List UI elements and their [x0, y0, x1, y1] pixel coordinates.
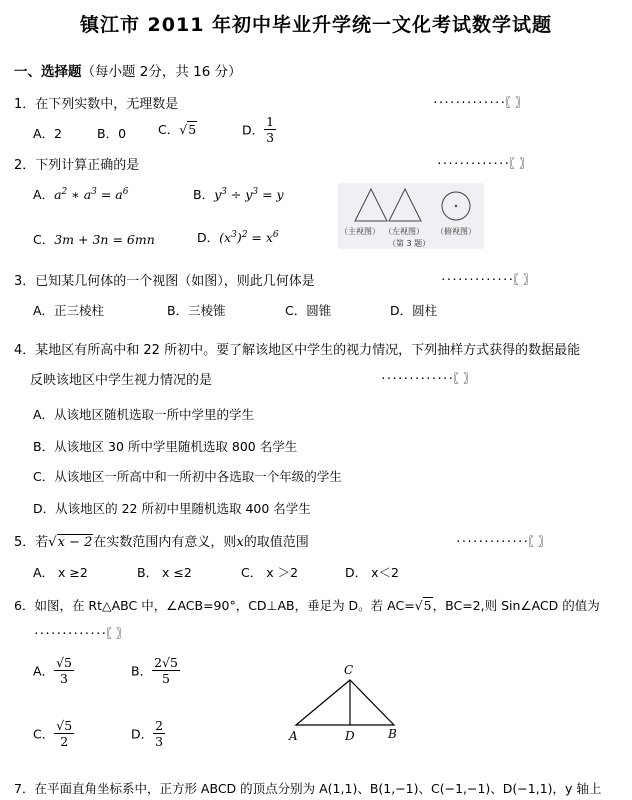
vertex-b-label: B [388, 727, 397, 741]
q6-stem: 6．如图，在 Rt△ABC 中，∠ACB=90°，CD⊥AB，垂足为 D。若 AC=√5，BC=2,则 Sin∠ACD 的值为 [14, 598, 600, 613]
q5-stem-var: x [236, 535, 244, 550]
q3-answer-blank: ·············〖 〗 [440, 273, 534, 286]
q6-option-a-den: 3 [60, 671, 68, 686]
q1-option-d [242, 114, 276, 145]
q6-option-c-num: √5 [56, 718, 73, 733]
q6-option-b-den: 5 [162, 671, 170, 686]
q5-option-c: C． x ＞2 [241, 565, 299, 580]
q5-answer-blank: ·············〖 〗 [455, 535, 549, 548]
triangle-abc [296, 680, 394, 725]
q5-stem-end: 的取值范围 [243, 535, 309, 550]
q2-answer-blank: ·············〖 〗 [436, 157, 530, 170]
q6-option-d-label: D． [131, 726, 154, 742]
q5-option-a: A． x ≥2 [33, 565, 88, 580]
q1-option-a: A．2 [33, 126, 63, 141]
section-label: 一、选择题 [14, 64, 82, 80]
vertex-c-label: C [344, 663, 354, 677]
section-note: （每小题 2分，共 16 分） [81, 64, 242, 80]
page-title: 镇江市 2011 年初中毕业升学统一文化考试数学试题 [79, 14, 553, 36]
q6-stem-post: ，BC=2,则 Sin∠ACD 的值为 [432, 598, 600, 613]
q4-answer-blank: ·············〖 〗 [380, 372, 474, 385]
front-view-triangle [355, 189, 387, 221]
q1-option-c-radicand: 5 [188, 122, 197, 137]
q4-stem: 4．某地区有所高中和 22 所初中。要了解该地区中学生的视力情况，下列抽样方式获得的数据最能 [14, 343, 581, 358]
q1-option-d-den: 3 [266, 130, 275, 145]
q6-option-a-label: A． [33, 663, 55, 679]
q3-option-c: C．圆锥 [285, 303, 332, 318]
q4-option-b: B．从该地区 30 所中学里随机选取 800 名学生 [33, 439, 298, 454]
q1-option-d-num: 1 [266, 114, 275, 129]
q2-option-d: D．$(x^3)^2 = x^6$ [197, 229, 279, 245]
q1-answer-blank: ·············〖 〗 [432, 96, 526, 109]
q3-option-a: A．正三棱柱 [33, 303, 105, 318]
q5-stem-pre: 5．若 [14, 535, 49, 550]
q6-option-b-num: 2√5 [154, 655, 178, 670]
q1-stem: 1．在下列实数中，无理数是 [14, 97, 179, 112]
q3-label-main: （主视图） [340, 227, 380, 236]
q4-option-a: A．从该地区随机选取一所中学里的学生 [33, 407, 255, 422]
q7-stem: 7．在平面直角坐标系中，正方形 ABCD 的顶点分别为 A(1,1)、B(1,−1)、C(−1,−1)、D(−1,1)，y 轴上 [14, 781, 602, 796]
q6-option-d-den: 3 [155, 734, 164, 749]
q5-stem-post: 在实数范围内有意义，则 [93, 535, 237, 550]
q3-caption: （第 3 题） [388, 239, 431, 248]
q6-option-a [33, 655, 74, 686]
q1-option-b: B．0 [97, 126, 127, 141]
q6-option-c-label: C． [33, 726, 55, 742]
q4-option-d: D．从该地区的 22 所初中里随机选取 400 名学生 [33, 501, 311, 516]
q6-option-a-num: √5 [56, 655, 72, 670]
section-heading [14, 60, 242, 80]
q6-option-c-den: 2 [60, 734, 69, 749]
q5-stem: 5．若√x − 2在实数范围内有意义，则x的取值范围 [14, 535, 309, 550]
q2-stem: 2．下列计算正确的是 [14, 158, 140, 173]
q4-option-c: C．从该地区一所高中和一所初中各选取一个年级的学生 [33, 469, 342, 484]
q3-label-top: （俯视图） [436, 227, 476, 236]
q3-label-left: （左视图） [384, 227, 424, 236]
q6-triangle-figure [286, 660, 406, 744]
q2-option-b: B．$y^3 \div y^3 = y$ [193, 186, 284, 202]
q1-option-c: C．√5 [158, 122, 197, 137]
q6-answer-blank: ·············〖 〗 [33, 627, 127, 640]
q3-option-b: B．三棱锥 [167, 303, 226, 318]
q6-option-b-label: B． [131, 663, 153, 679]
top-view-center [455, 205, 457, 207]
vertex-a-label: A [289, 729, 298, 743]
q4-stem-line2: 反映该地区中学生视力情况的是 [30, 373, 213, 388]
point-d-label: D [345, 729, 355, 743]
q5-option-d: D． x＜2 [345, 565, 399, 580]
q6-option-d [131, 718, 165, 749]
q2-option-a: A．$a^2$ ∗ $a^3 = a^6$ [33, 186, 129, 202]
q1-option-d-label: D． [242, 122, 265, 138]
q5-stem-radicand: x − 2 [57, 535, 93, 550]
side-view-triangle [389, 189, 421, 221]
q6-option-d-num: 2 [155, 718, 164, 733]
q6-option-b [131, 655, 180, 686]
q3-option-d: D．圆柱 [390, 303, 438, 318]
q2-option-c: C．3m + 3n = 6mn [33, 232, 155, 247]
q6-stem-pre: 6．如图，在 Rt△ABC 中，∠ACB=90°，CD⊥AB，垂足为 D。若 AC= [14, 598, 415, 613]
q6-option-c [33, 718, 74, 749]
q1-option-c-label: C． [158, 122, 180, 137]
q6-stem-radicand: 5 [423, 598, 432, 613]
q3-stem: 3．已知某几何体的一个视图（如图），则此几何体是 [14, 274, 315, 289]
q5-option-b: B． x ≤2 [137, 565, 192, 580]
